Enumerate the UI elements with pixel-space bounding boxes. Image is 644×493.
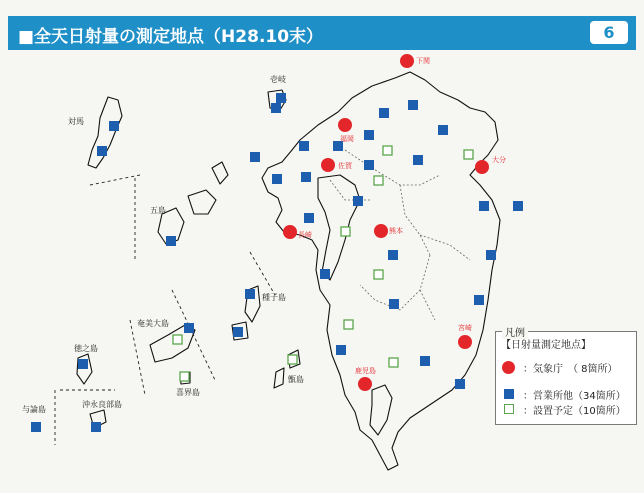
office-site bbox=[184, 323, 194, 333]
prefecture-borders bbox=[330, 150, 470, 320]
label-tokunoshima: 徳之島 bbox=[74, 344, 98, 353]
office-site bbox=[413, 155, 423, 165]
label-amami: 奄美大島 bbox=[137, 319, 169, 328]
legend-subtitle: 【日射量測定地点】 bbox=[501, 340, 591, 351]
office-site bbox=[97, 146, 107, 156]
label-shimonoseki: 下関 bbox=[416, 57, 430, 65]
office-site bbox=[233, 327, 243, 337]
office-site bbox=[271, 103, 281, 113]
hirado-island bbox=[212, 162, 228, 184]
label-yoron: 与論島 bbox=[22, 405, 46, 414]
office-site bbox=[474, 295, 484, 305]
boundary-tanegashima bbox=[250, 252, 275, 295]
office-site bbox=[438, 125, 448, 135]
blue-square-icon bbox=[504, 389, 514, 399]
label-kagoshima: 鹿児島 bbox=[355, 367, 376, 375]
office-site bbox=[336, 345, 346, 355]
boundary-okinoerabu bbox=[130, 320, 145, 395]
label-okinoerabu: 沖永良部島 bbox=[82, 400, 122, 409]
legend-row-planned bbox=[502, 402, 626, 416]
office-site bbox=[91, 422, 101, 432]
jma-station-miyazaki bbox=[458, 335, 472, 349]
planned-site bbox=[180, 372, 189, 381]
planned-site bbox=[374, 176, 383, 185]
map-legend bbox=[495, 328, 637, 425]
label-tsushima: 対馬 bbox=[68, 117, 84, 126]
kagoshima-bay bbox=[370, 385, 392, 435]
office-site bbox=[388, 250, 398, 260]
page-number: 6 bbox=[590, 21, 628, 44]
office-site bbox=[245, 289, 255, 299]
tsushima-island bbox=[88, 97, 122, 168]
office-site bbox=[364, 130, 374, 140]
page-title: ■全天日射量の測定地点（H28.10末） bbox=[18, 27, 324, 47]
legend-row-jma bbox=[502, 360, 618, 374]
office-site bbox=[272, 174, 282, 184]
office-site bbox=[78, 359, 88, 369]
office-site bbox=[31, 422, 41, 432]
label-kikai: 喜界島 bbox=[176, 388, 200, 397]
office-site bbox=[455, 379, 465, 389]
planned-site bbox=[173, 335, 182, 344]
planned-site bbox=[344, 320, 353, 329]
goto-island-2 bbox=[188, 190, 216, 214]
office-site bbox=[408, 100, 418, 110]
office-site bbox=[304, 213, 314, 223]
office-site bbox=[250, 152, 260, 162]
jma-station-nagasaki bbox=[283, 225, 297, 239]
planned-site bbox=[341, 227, 350, 236]
legend-label-office: ：営業所他（34箇所） bbox=[523, 390, 626, 402]
office-site bbox=[479, 201, 489, 211]
planned-site bbox=[374, 270, 383, 279]
label-tanegashima: 種子島 bbox=[262, 293, 286, 302]
legend-label-jma: ：気象庁 （ 8箇所） bbox=[523, 363, 618, 375]
office-site bbox=[353, 196, 363, 206]
jma-station-saga bbox=[321, 158, 335, 172]
office-site bbox=[364, 160, 374, 170]
planned-site bbox=[383, 146, 392, 155]
jma-station-kagoshima bbox=[358, 377, 372, 391]
legend-label-planned: ：設置予定（10箇所） bbox=[523, 405, 626, 417]
jma-station-oita bbox=[475, 160, 489, 174]
office-site bbox=[301, 172, 311, 182]
planned-site bbox=[464, 150, 473, 159]
label-koshiki: 甑島 bbox=[288, 375, 304, 384]
label-kumamoto: 熊本 bbox=[389, 227, 403, 235]
label-oita: 大分 bbox=[492, 156, 506, 164]
green-square-icon bbox=[504, 404, 514, 414]
office-site bbox=[276, 93, 286, 103]
planned-site bbox=[389, 358, 398, 367]
office-site bbox=[166, 236, 176, 246]
office-site bbox=[420, 356, 430, 366]
jma-station-kumamoto bbox=[374, 224, 388, 238]
office-site bbox=[513, 201, 523, 211]
label-miyazaki: 宮崎 bbox=[458, 324, 472, 332]
koshiki-island-2 bbox=[274, 368, 284, 388]
office-site bbox=[320, 269, 330, 279]
office-site bbox=[486, 250, 496, 260]
legend-title: 凡例 bbox=[502, 324, 528, 339]
planned-site bbox=[288, 355, 297, 364]
jma-station-shimonoseki bbox=[400, 54, 414, 68]
boundary-tsushima bbox=[90, 175, 140, 185]
office-site bbox=[379, 108, 389, 118]
red-circle-icon bbox=[502, 361, 515, 374]
label-fukuoka: 福岡 bbox=[340, 135, 354, 143]
label-iki: 壱岐 bbox=[270, 75, 286, 84]
label-saga: 佐賀 bbox=[338, 162, 352, 170]
office-site bbox=[109, 121, 119, 131]
legend-row-office bbox=[502, 387, 626, 401]
office-site bbox=[299, 141, 309, 151]
jma-station-fukuoka bbox=[338, 118, 352, 132]
label-nagasaki: 長崎 bbox=[298, 231, 312, 239]
ariake-sea bbox=[318, 175, 360, 280]
office-site bbox=[389, 299, 399, 309]
label-goto: 五島 bbox=[150, 206, 166, 215]
